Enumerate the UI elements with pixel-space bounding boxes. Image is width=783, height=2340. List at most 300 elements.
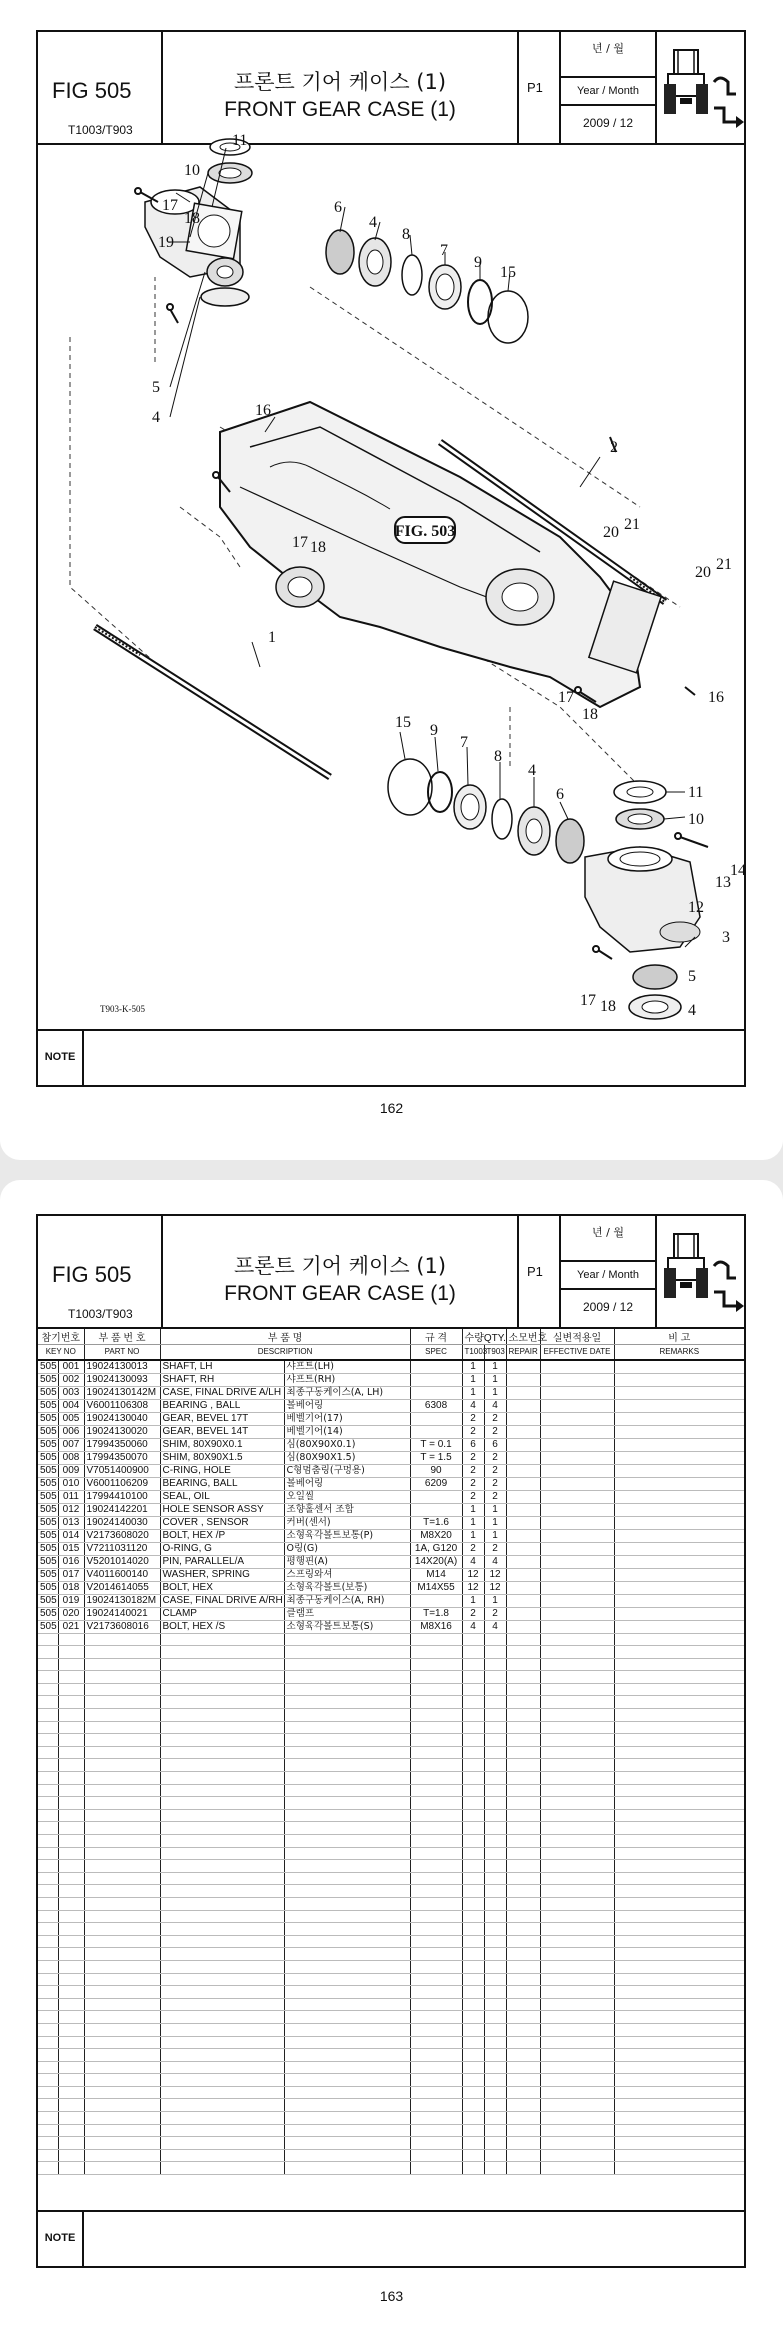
qty-t903-cell <box>484 1860 506 1873</box>
qty-t1003-cell: 4 <box>462 1555 484 1568</box>
description-korean-cell <box>284 2099 410 2112</box>
qty-t1003-cell <box>462 2036 484 2049</box>
empty-row <box>38 1809 744 1822</box>
key-no-cell <box>58 1948 84 1961</box>
part-no-cell <box>84 2099 160 2112</box>
key-no-cell: 004 <box>58 1399 84 1412</box>
spec-cell <box>410 1696 462 1709</box>
empty-row <box>38 2036 744 2049</box>
callout: 1 <box>268 629 276 646</box>
part-no-cell <box>84 2074 160 2087</box>
repair-cell <box>506 1594 540 1607</box>
description-cell: CASE, FINAL DRIVE A/LH <box>160 1386 284 1399</box>
table-row <box>38 1503 744 1516</box>
description-korean-cell <box>284 1759 410 1772</box>
description-korean-cell: 평행핀(A) <box>284 1555 410 1568</box>
description-korean-cell: C형멈춤링(구멍용) <box>284 1464 410 1477</box>
repair-cell <box>506 2149 540 2162</box>
empty-row <box>38 1746 744 1759</box>
page-frame <box>36 30 746 1087</box>
callout: 12 <box>688 899 704 916</box>
remarks-cell <box>614 2124 744 2137</box>
spec-cell <box>410 2112 462 2125</box>
qty-t903-cell <box>484 1746 506 1759</box>
repair-cell <box>506 1490 540 1503</box>
repair-cell <box>506 1581 540 1594</box>
qty-t1003-cell <box>462 1658 484 1671</box>
repair-cell <box>506 1646 540 1659</box>
repair-cell <box>506 1835 540 1848</box>
repair-cell <box>506 2112 540 2125</box>
key-no-cell: 009 <box>58 1464 84 1477</box>
fig-no-cell <box>38 1822 58 1835</box>
description-cell <box>160 1646 284 1659</box>
fig-no-cell <box>38 1646 58 1659</box>
remarks-cell <box>614 2011 744 2024</box>
remarks-cell <box>614 2036 744 2049</box>
remarks-cell <box>614 1542 744 1555</box>
description-korean-cell <box>284 1696 410 1709</box>
description-cell <box>160 1910 284 1923</box>
description-korean-cell <box>284 1683 410 1696</box>
key-no-cell <box>58 1772 84 1785</box>
spec-cell: 6209 <box>410 1477 462 1490</box>
qty-t1003-cell <box>462 1709 484 1722</box>
repair-cell <box>506 1797 540 1810</box>
effective-date-cell <box>540 2099 614 2112</box>
empty-row <box>38 1897 744 1910</box>
spec-cell <box>410 1721 462 1734</box>
header-spec: SPEC <box>410 1345 462 1360</box>
spec-cell <box>410 2074 462 2087</box>
spec-cell <box>410 1885 462 1898</box>
empty-row <box>38 1822 744 1835</box>
key-no-cell: 011 <box>58 1490 84 1503</box>
key-no-cell: 008 <box>58 1451 84 1464</box>
description-korean-cell: 클램프 <box>284 1607 410 1620</box>
description-korean-cell <box>284 1986 410 1999</box>
table-row <box>38 1451 744 1464</box>
header-remarks: REMARKS <box>614 1345 744 1360</box>
spec-cell <box>410 1360 462 1374</box>
table-row <box>38 1620 744 1633</box>
qty-t903-cell <box>484 1734 506 1747</box>
title-korean: 프론트 기어 케이스 (1) <box>233 70 447 94</box>
effective-date-cell <box>540 1683 614 1696</box>
repair-cell <box>506 1464 540 1477</box>
repair-cell <box>506 1529 540 1542</box>
key-no-cell <box>58 2162 84 2175</box>
table-row <box>38 1425 744 1438</box>
description-cell <box>160 1986 284 1999</box>
remarks-cell <box>614 2086 744 2099</box>
repair-cell <box>506 1734 540 1747</box>
effective-date-cell <box>540 1910 614 1923</box>
effective-date-cell <box>540 1425 614 1438</box>
repair-cell <box>506 1386 540 1399</box>
description-cell <box>160 1897 284 1910</box>
description-korean-cell <box>284 1809 410 1822</box>
key-no-cell: 010 <box>58 1477 84 1490</box>
spec-cell <box>410 2061 462 2074</box>
part-no-cell: V6001106308 <box>84 1399 160 1412</box>
description-korean-cell <box>284 1835 410 1848</box>
part-no-cell <box>84 1822 160 1835</box>
qty-t903-cell: 1 <box>484 1373 506 1386</box>
header-t903: T903 <box>484 1345 506 1360</box>
part-no-cell <box>84 1772 160 1785</box>
remarks-cell <box>614 2112 744 2125</box>
remarks-cell <box>614 1490 744 1503</box>
description-cell: WASHER, SPRING <box>160 1568 284 1581</box>
table-header-english <box>38 1345 744 1360</box>
figure-cell <box>38 1216 163 1327</box>
callout: 10 <box>688 811 704 828</box>
description-cell: BEARING , BALL <box>160 1399 284 1412</box>
effective-date-cell <box>540 1438 614 1451</box>
empty-row <box>38 1646 744 1659</box>
key-no-cell <box>58 1923 84 1936</box>
remarks-cell <box>614 1425 744 1438</box>
part-no-cell <box>84 1709 160 1722</box>
spec-cell <box>410 2049 462 2062</box>
description-cell: BOLT, HEX <box>160 1581 284 1594</box>
spec-cell <box>410 1633 462 1646</box>
qty-t1003-cell <box>462 1721 484 1734</box>
part-no-cell <box>84 1998 160 2011</box>
header-eff: EFFECTIVE DATE <box>540 1345 614 1360</box>
effective-date-cell <box>540 1721 614 1734</box>
callout: 18 <box>600 998 616 1015</box>
qty-t1003-cell <box>462 1759 484 1772</box>
part-no-cell <box>84 1835 160 1848</box>
header-repair: REPAIR <box>506 1345 540 1360</box>
key-no-cell <box>58 1986 84 1999</box>
repair-cell <box>506 1847 540 1860</box>
callout: 17 <box>580 992 596 1009</box>
callout: 7 <box>440 242 448 259</box>
effective-date-cell <box>540 1734 614 1747</box>
description-korean-cell <box>284 2124 410 2137</box>
date-value: 2009 / 12 <box>582 116 634 130</box>
repair-cell <box>506 1784 540 1797</box>
empty-row <box>38 2162 744 2175</box>
title-cell <box>163 1216 519 1327</box>
description-korean-cell <box>284 2086 410 2099</box>
effective-date-cell <box>540 1671 614 1684</box>
spec-cell: 6308 <box>410 1399 462 1412</box>
bottom-bevel-gear <box>629 965 681 1019</box>
remarks-cell <box>614 1464 744 1477</box>
description-korean-cell: 소형육각볼트보통(S) <box>284 1620 410 1633</box>
final-drive-case-lh <box>585 847 700 952</box>
callout: 21 <box>716 556 732 573</box>
spec-cell <box>410 1897 462 1910</box>
description-cell <box>160 2162 284 2175</box>
fig-no-cell: 505 <box>40 1412 57 1424</box>
remarks-cell <box>614 2023 744 2036</box>
empty-row <box>38 1696 744 1709</box>
description-cell: CASE, FINAL DRIVE A/RH <box>160 1594 284 1607</box>
qty-t1003-cell: 4 <box>462 1620 484 1633</box>
spec-cell <box>410 1923 462 1936</box>
qty-t1003-cell: 2 <box>462 1451 484 1464</box>
description-cell <box>160 1923 284 1936</box>
description-cell: C-RING, HOLE <box>160 1464 284 1477</box>
part-no-cell: V4011600140 <box>84 1568 160 1581</box>
qty-t903-cell <box>484 1658 506 1671</box>
effective-date-cell <box>540 2074 614 2087</box>
fig-no-cell: 505 <box>40 1386 57 1398</box>
qty-t903-cell <box>484 2124 506 2137</box>
spec-cell: 90 <box>410 1464 462 1477</box>
spec-cell <box>410 1658 462 1671</box>
effective-date-cell <box>540 2086 614 2099</box>
description-korean-cell <box>284 1646 410 1659</box>
remarks-cell <box>614 1835 744 1848</box>
table-row <box>38 1490 744 1503</box>
qty-t1003-cell: 12 <box>462 1581 484 1594</box>
repair-cell <box>506 1872 540 1885</box>
repair-cell <box>506 2036 540 2049</box>
fig-no-cell: 505 <box>40 1516 57 1528</box>
figure-cell <box>38 32 163 143</box>
qty-t903-cell <box>484 1885 506 1898</box>
callout: 5 <box>152 379 160 396</box>
remarks-cell <box>614 1797 744 1810</box>
callout: 4 <box>528 762 536 779</box>
empty-row <box>38 1910 744 1923</box>
qty-t1003-cell: 1 <box>462 1503 484 1516</box>
key-no-cell: 007 <box>58 1438 84 1451</box>
fig-no-cell <box>38 1734 58 1747</box>
effective-date-cell <box>540 1542 614 1555</box>
spec-cell: T=1.8 <box>410 1607 462 1620</box>
description-korean-cell: 최종구동케이스(A, RH) <box>284 1594 410 1607</box>
key-no-cell <box>58 2149 84 2162</box>
effective-date-cell <box>540 1607 614 1620</box>
diagram-page <box>0 0 783 1160</box>
spec-cell <box>410 1734 462 1747</box>
empty-row <box>38 1960 744 1973</box>
key-no-cell: 015 <box>58 1542 84 1555</box>
description-korean-cell <box>284 2074 410 2087</box>
part-no-cell <box>84 1935 160 1948</box>
key-no-cell <box>58 1835 84 1848</box>
fig-no-cell <box>38 2149 58 2162</box>
table-row <box>38 1568 744 1581</box>
spec-cell <box>410 1860 462 1873</box>
effective-date-cell <box>540 1872 614 1885</box>
key-no-cell <box>58 1910 84 1923</box>
table-row <box>38 1529 744 1542</box>
fig-no-cell: 505 <box>40 1464 57 1476</box>
empty-row <box>38 1923 744 1936</box>
description-korean-cell: O링(G) <box>284 1542 410 1555</box>
repair-cell <box>506 2099 540 2112</box>
effective-date-cell <box>540 1490 614 1503</box>
empty-row <box>38 2112 744 2125</box>
description-korean-cell <box>284 1998 410 2011</box>
spec-cell <box>410 2124 462 2137</box>
key-no-cell: 005 <box>58 1412 84 1425</box>
description-korean-cell: 샤프트(RH) <box>284 1373 410 1386</box>
description-korean-cell <box>284 2162 410 2175</box>
repair-cell <box>506 2162 540 2175</box>
page-code: P1 <box>527 80 543 95</box>
table-row <box>38 1581 744 1594</box>
key-no-cell: 019 <box>58 1594 84 1607</box>
description-cell <box>160 2023 284 2036</box>
key-no-cell: 014 <box>58 1529 84 1542</box>
qty-t903-cell: 2 <box>484 1607 506 1620</box>
description-cell <box>160 2011 284 2024</box>
part-no-cell <box>84 1696 160 1709</box>
qty-t903-cell <box>484 1671 506 1684</box>
qty-t1003-cell <box>462 1960 484 1973</box>
shaft-lh <box>95 627 330 777</box>
empty-row <box>38 1759 744 1772</box>
description-korean-cell <box>284 1822 410 1835</box>
qty-t1003-cell: 1 <box>462 1529 484 1542</box>
table-row <box>38 1399 744 1412</box>
empty-row <box>38 1772 744 1785</box>
description-korean-cell <box>284 1721 410 1734</box>
key-no-cell <box>58 2011 84 2024</box>
key-no-cell <box>58 1809 84 1822</box>
spec-cell <box>410 2023 462 2036</box>
key-no-cell <box>58 1897 84 1910</box>
description-korean-cell <box>284 2112 410 2125</box>
repair-cell <box>506 1986 540 1999</box>
effective-date-cell <box>540 1594 614 1607</box>
ref-fig-503: FIG. 503 <box>394 523 456 540</box>
empty-row <box>38 2049 744 2062</box>
fig-no-cell: 505 <box>40 1399 57 1411</box>
qty-t1003-cell <box>462 2162 484 2175</box>
part-no-cell: 19024140021 <box>84 1607 160 1620</box>
repair-cell <box>506 1607 540 1620</box>
effective-date-cell <box>540 1885 614 1898</box>
page-code-cell <box>519 1216 561 1327</box>
callout: 4 <box>369 214 377 231</box>
fig-no-cell <box>38 1633 58 1646</box>
fig-no-cell: 505 <box>40 1477 57 1489</box>
effective-date-cell <box>540 1759 614 1772</box>
repair-cell <box>506 1360 540 1374</box>
part-no-cell: 19024142201 <box>84 1503 160 1516</box>
key-no-cell <box>58 1734 84 1747</box>
page-number: 163 <box>379 2288 404 2304</box>
qty-t1003-cell: 2 <box>462 1542 484 1555</box>
spec-cell <box>410 1910 462 1923</box>
description-korean-cell <box>284 1923 410 1936</box>
part-no-cell <box>84 2086 160 2099</box>
header-qty-ko: 수량QTY. <box>462 1329 506 1345</box>
fig-no-cell <box>38 2023 58 2036</box>
qty-t903-cell: 6 <box>484 1438 506 1451</box>
description-cell <box>160 2061 284 2074</box>
description-cell <box>160 1960 284 1973</box>
page-code: P1 <box>527 1264 543 1279</box>
key-no-cell <box>58 2124 84 2137</box>
description-korean-cell <box>284 2149 410 2162</box>
table-header-korean <box>38 1329 744 1345</box>
spec-cell: T=1.6 <box>410 1516 462 1529</box>
part-no-cell <box>84 1860 160 1873</box>
callout: 2 <box>610 439 618 456</box>
part-no-cell: 19024130020 <box>84 1425 160 1438</box>
description-korean-cell: 커버(센서) <box>284 1516 410 1529</box>
remarks-cell <box>614 1772 744 1785</box>
effective-date-cell <box>540 2023 614 2036</box>
repair-cell <box>506 1746 540 1759</box>
key-no-cell <box>58 1935 84 1948</box>
repair-cell <box>506 2086 540 2099</box>
spec-cell <box>410 2086 462 2099</box>
part-no-cell: V2173608016 <box>84 1620 160 1633</box>
description-korean-cell <box>284 1960 410 1973</box>
repair-cell <box>506 1451 540 1464</box>
repair-cell <box>506 1696 540 1709</box>
part-no-cell <box>84 2112 160 2125</box>
description-cell: SHAFT, RH <box>160 1373 284 1386</box>
key-no-cell: 003 <box>58 1386 84 1399</box>
callout: 17 <box>292 534 308 551</box>
fig-no-cell <box>38 2036 58 2049</box>
qty-t903-cell: 1 <box>484 1360 506 1374</box>
empty-row <box>38 1860 744 1873</box>
key-no-cell <box>58 1822 84 1835</box>
repair-cell <box>506 1633 540 1646</box>
empty-row <box>38 2149 744 2162</box>
qty-t1003-cell <box>462 2099 484 2112</box>
empty-row <box>38 2011 744 2024</box>
empty-row <box>38 1948 744 1961</box>
qty-t903-cell: 12 <box>484 1581 506 1594</box>
spec-cell <box>410 1709 462 1722</box>
spec-cell: M14X55 <box>410 1581 462 1594</box>
fig-no-cell <box>38 2124 58 2137</box>
fig-no-cell: 505 <box>40 1620 57 1632</box>
part-no-cell <box>84 1784 160 1797</box>
table-row <box>38 1516 744 1529</box>
fig-no-cell <box>38 1960 58 1973</box>
repair-cell <box>506 2074 540 2087</box>
qty-t903-cell <box>484 2099 506 2112</box>
effective-date-cell <box>540 1555 614 1568</box>
remarks-cell <box>614 1935 744 1948</box>
description-cell: GEAR, BEVEL 17T <box>160 1412 284 1425</box>
qty-t1003-cell <box>462 1772 484 1785</box>
part-no-cell <box>84 1734 160 1747</box>
repair-cell <box>506 2137 540 2150</box>
spec-cell: M8X16 <box>410 1620 462 1633</box>
page-number: 162 <box>379 1100 404 1116</box>
remarks-cell <box>614 1646 744 1659</box>
key-no-cell <box>58 2099 84 2112</box>
key-no-cell <box>58 1671 84 1684</box>
part-no-cell <box>84 1960 160 1973</box>
remarks-cell <box>614 1822 744 1835</box>
spec-cell <box>410 1772 462 1785</box>
part-no-cell <box>84 1671 160 1684</box>
part-no-cell <box>84 1847 160 1860</box>
part-no-cell <box>84 1923 160 1936</box>
part-no-cell <box>84 1897 160 1910</box>
effective-date-cell <box>540 1516 614 1529</box>
effective-date-cell <box>540 1709 614 1722</box>
